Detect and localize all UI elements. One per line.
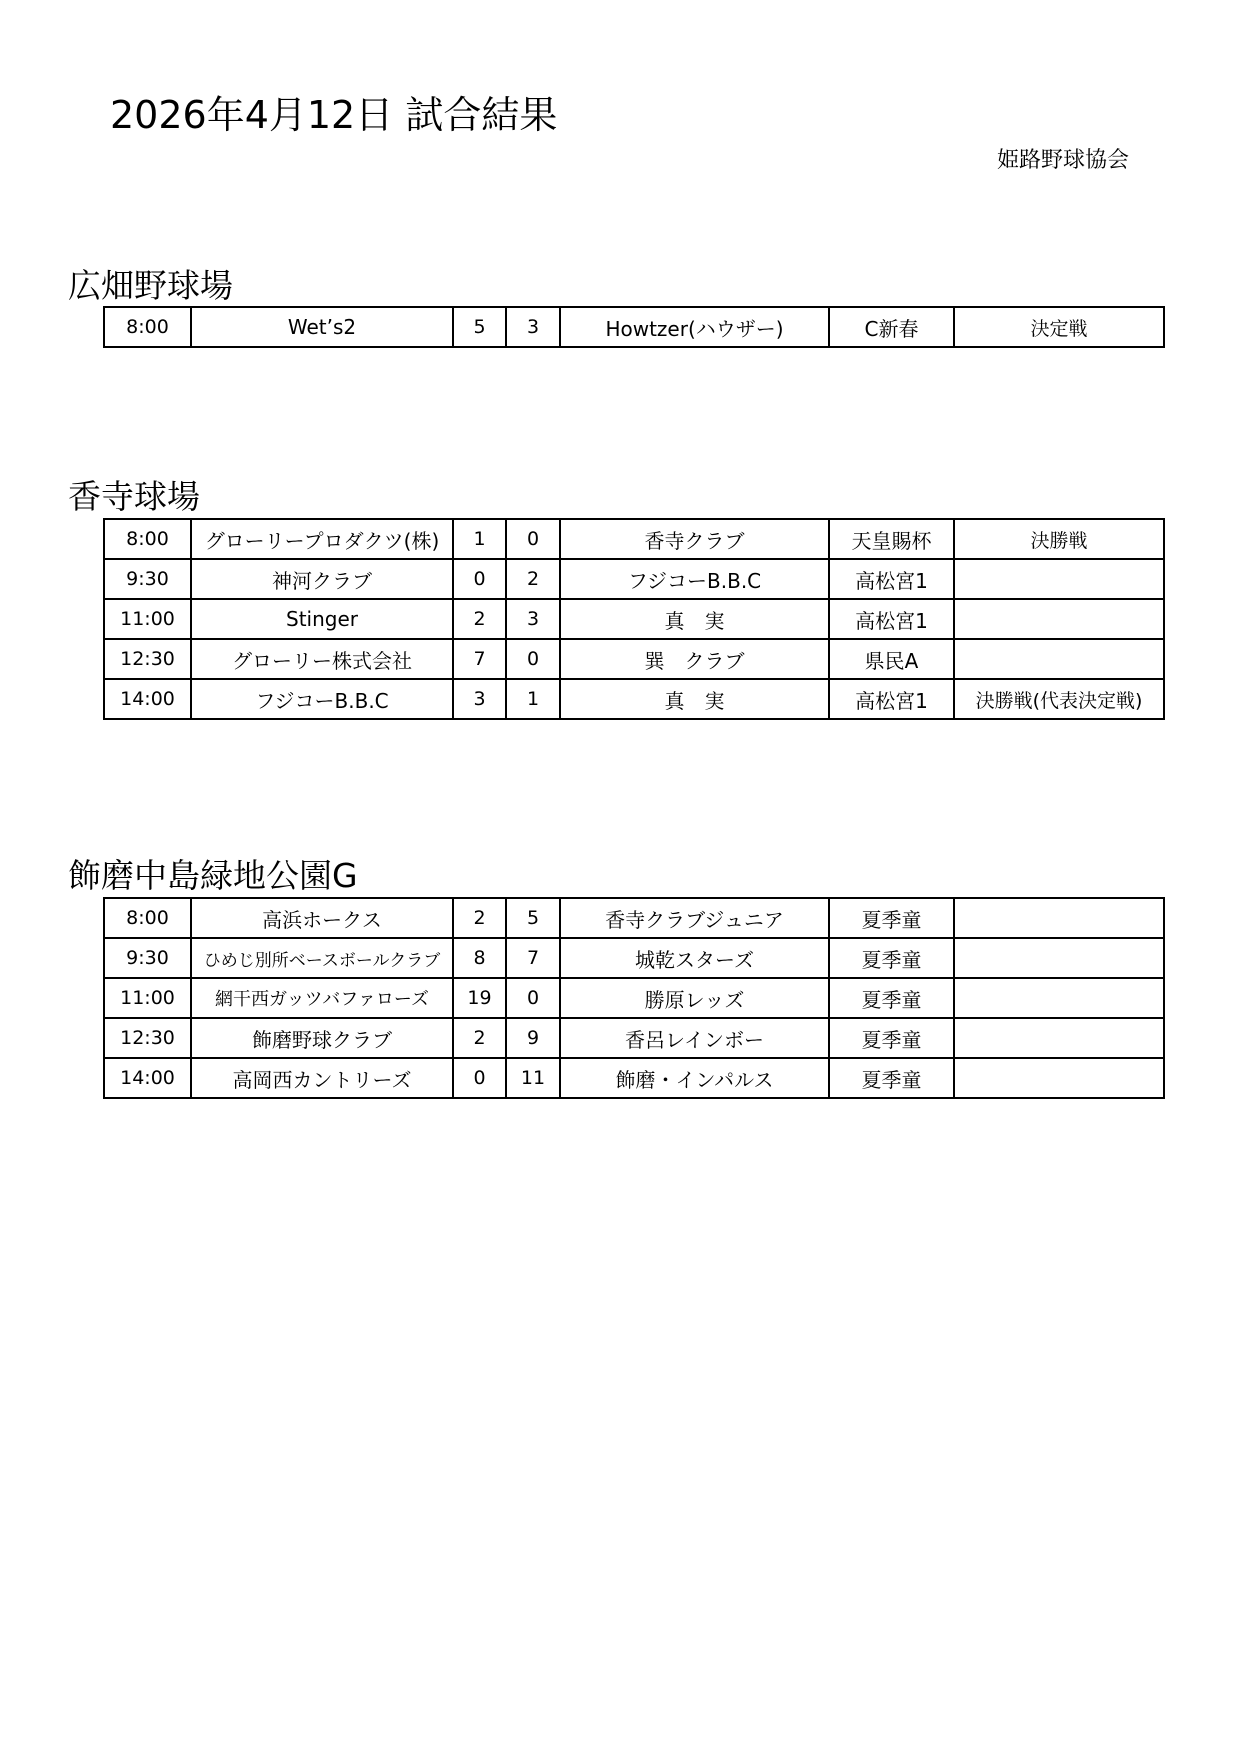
tournament-name: 高松宮1: [829, 559, 954, 599]
away-score: 0: [506, 519, 560, 559]
round-note: [954, 898, 1164, 938]
table-row: [104, 519, 1164, 559]
home-score: 0: [453, 1058, 506, 1098]
venue-title-shikama: 飾磨中島緑地公園G: [68, 856, 358, 895]
home-score: 5: [453, 307, 506, 347]
game-time: 8:00: [104, 898, 191, 938]
game-time: 14:00: [104, 1058, 191, 1098]
table-row: [104, 1058, 1164, 1098]
home-score: 1: [453, 519, 506, 559]
game-time: 12:30: [104, 1018, 191, 1058]
table-row: [104, 898, 1164, 938]
away-team: 香寺クラブ: [560, 519, 829, 559]
table-row: [104, 978, 1164, 1018]
tournament-name: 高松宮1: [829, 679, 954, 719]
table-row: [104, 639, 1164, 679]
round-note: [954, 639, 1164, 679]
round-note: [954, 978, 1164, 1018]
tournament-name: 夏季童: [829, 1058, 954, 1098]
home-score: 2: [453, 599, 506, 639]
round-note: [954, 599, 1164, 639]
game-time: 9:30: [104, 938, 191, 978]
table-row: [104, 679, 1164, 719]
away-score: 3: [506, 599, 560, 639]
away-score: 1: [506, 679, 560, 719]
round-note: [954, 1058, 1164, 1098]
home-score: 2: [453, 898, 506, 938]
home-score: 2: [453, 1018, 506, 1058]
tournament-name: 天皇賜杯: [829, 519, 954, 559]
game-time: 12:30: [104, 639, 191, 679]
away-score: 9: [506, 1018, 560, 1058]
game-time: 11:00: [104, 978, 191, 1018]
round-note: [954, 1018, 1164, 1058]
game-time: 9:30: [104, 559, 191, 599]
away-score: 5: [506, 898, 560, 938]
home-team: ひめじ別所ベースボールクラブ: [191, 938, 453, 978]
away-team: 真 実: [560, 599, 829, 639]
away-team: 真 実: [560, 679, 829, 719]
away-team: フジコーB.B.C: [560, 559, 829, 599]
home-team: グローリープロダクツ(株): [191, 519, 453, 559]
home-team: 飾磨野球クラブ: [191, 1018, 453, 1058]
away-score: 3: [506, 307, 560, 347]
round-note: 決勝戦(代表決定戦): [954, 679, 1164, 719]
table-row: [104, 1018, 1164, 1058]
away-team: 巽 クラブ: [560, 639, 829, 679]
home-team: 高岡西カントリーズ: [191, 1058, 453, 1098]
page-title: 2026年4月12日 試合結果: [110, 93, 558, 137]
home-score: 3: [453, 679, 506, 719]
home-team: Stinger: [191, 599, 453, 639]
round-note: 決定戦: [954, 307, 1164, 347]
home-team: Wet’s2: [191, 307, 453, 347]
home-team: 網干西ガッツバファローズ: [191, 978, 453, 1018]
venue-title-hirohata: 広畑野球場: [68, 266, 233, 305]
tournament-name: 夏季童: [829, 1018, 954, 1058]
round-note: [954, 559, 1164, 599]
table-row: [104, 307, 1164, 347]
away-team: Howtzer(ハウザー): [560, 307, 829, 347]
results-table-hirohata: [103, 306, 1165, 348]
table-row: [104, 938, 1164, 978]
tournament-name: 夏季童: [829, 898, 954, 938]
results-table-kodera: [103, 518, 1165, 720]
home-team: 神河クラブ: [191, 559, 453, 599]
game-time: 11:00: [104, 599, 191, 639]
tournament-name: 高松宮1: [829, 599, 954, 639]
game-time: 8:00: [104, 307, 191, 347]
tournament-name: 県民A: [829, 639, 954, 679]
home-score: 8: [453, 938, 506, 978]
away-team: 勝原レッズ: [560, 978, 829, 1018]
home-team: 高浜ホークス: [191, 898, 453, 938]
away-score: 0: [506, 978, 560, 1018]
home-score: 7: [453, 639, 506, 679]
round-note: 決勝戦: [954, 519, 1164, 559]
results-table-shikama: [103, 897, 1165, 1099]
tournament-name: 夏季童: [829, 938, 954, 978]
game-time: 8:00: [104, 519, 191, 559]
away-score: 2: [506, 559, 560, 599]
away-team: 城乾スターズ: [560, 938, 829, 978]
table-row: [104, 559, 1164, 599]
away-team: 香寺クラブジュニア: [560, 898, 829, 938]
organization-name: 姫路野球協会: [996, 148, 1129, 173]
tournament-name: C新春: [829, 307, 954, 347]
table-row: [104, 599, 1164, 639]
round-note: [954, 938, 1164, 978]
away-score: 11: [506, 1058, 560, 1098]
venue-title-kodera: 香寺球場: [68, 477, 200, 516]
game-time: 14:00: [104, 679, 191, 719]
home-team: グローリー株式会社: [191, 639, 453, 679]
tournament-name: 夏季童: [829, 978, 954, 1018]
away-team: 香呂レインボー: [560, 1018, 829, 1058]
away-score: 0: [506, 639, 560, 679]
home-team: フジコーB.B.C: [191, 679, 453, 719]
away-team: 飾磨・インパルス: [560, 1058, 829, 1098]
away-score: 7: [506, 938, 560, 978]
home-score: 0: [453, 559, 506, 599]
home-score: 19: [453, 978, 506, 1018]
